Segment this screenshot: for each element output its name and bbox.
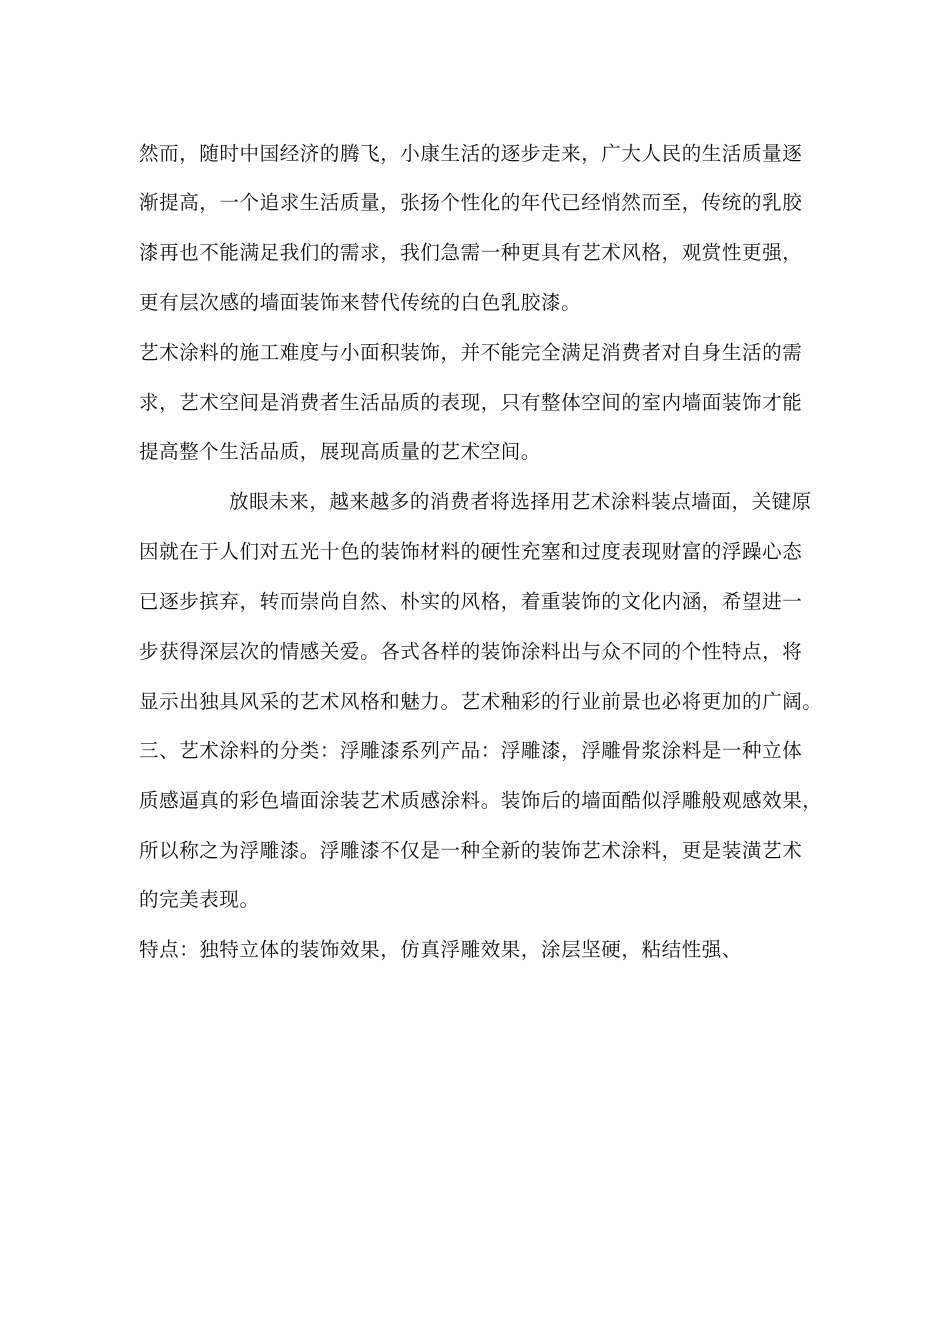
text-line: 已逐步摈弃，转而崇尚自然、朴实的风格，着重装饰的文化内涵，希望进一 <box>139 590 803 613</box>
text-line: 因就在于人们对五光十色的装饰材料的硬性充塞和过度表现财富的浮躁心态 <box>139 540 803 563</box>
text-line: 质感逼真的彩色墙面涂装艺术质感涂料。装饰后的墙面酷似浮雕般观感效果， <box>139 789 823 812</box>
text-line: 三、艺术涂料的分类：浮雕漆系列产品：浮雕漆，浮雕骨浆涂料是一种立体 <box>139 739 803 762</box>
text-line: 显示出独具风采的艺术风格和魅力。艺术釉彩的行业前景也必将更加的广阔。 <box>139 690 823 713</box>
text-line: 然而，随时中国经济的腾飞，小康生活的逐步走来，广大人民的生活质量逐 <box>139 142 803 165</box>
text-line: 求，艺术空间是消费者生活品质的表现，只有整体空间的室内墙面装饰才能 <box>139 391 803 414</box>
text-line: 更有层次感的墙面装饰来替代传统的白色乳胶漆。 <box>139 291 582 314</box>
text-line: 艺术涂料的施工难度与小面积装饰，并不能完全满足消费者对自身生活的需 <box>139 341 803 364</box>
text-line: 步获得深层次的情感关爱。各式各样的装饰涂料出与众不同的个性特点，将 <box>139 640 803 663</box>
text-line: 渐提高，一个追求生活质量，张扬个性化的年代已经悄然而至，传统的乳胶 <box>139 191 803 214</box>
text-line: 特点：独特立体的装饰效果，仿真浮雕效果，涂层坚硬，粘结性强、 <box>139 938 743 961</box>
text-line: 的完美表现。 <box>139 888 260 911</box>
text-line: 提高整个生活品质，展现高质量的艺术空间。 <box>139 440 542 463</box>
text-line: 放眼未来，越来越多的消费者将选择用艺术涂料装点墙面，关键原 <box>229 490 812 513</box>
text-line: 所以称之为浮雕漆。浮雕漆不仅是一种全新的装饰艺术涂料，更是装潢艺术 <box>139 839 803 862</box>
text-line: 漆再也不能满足我们的需求，我们急需一种更具有艺术风格，观赏性更强， <box>139 241 803 264</box>
